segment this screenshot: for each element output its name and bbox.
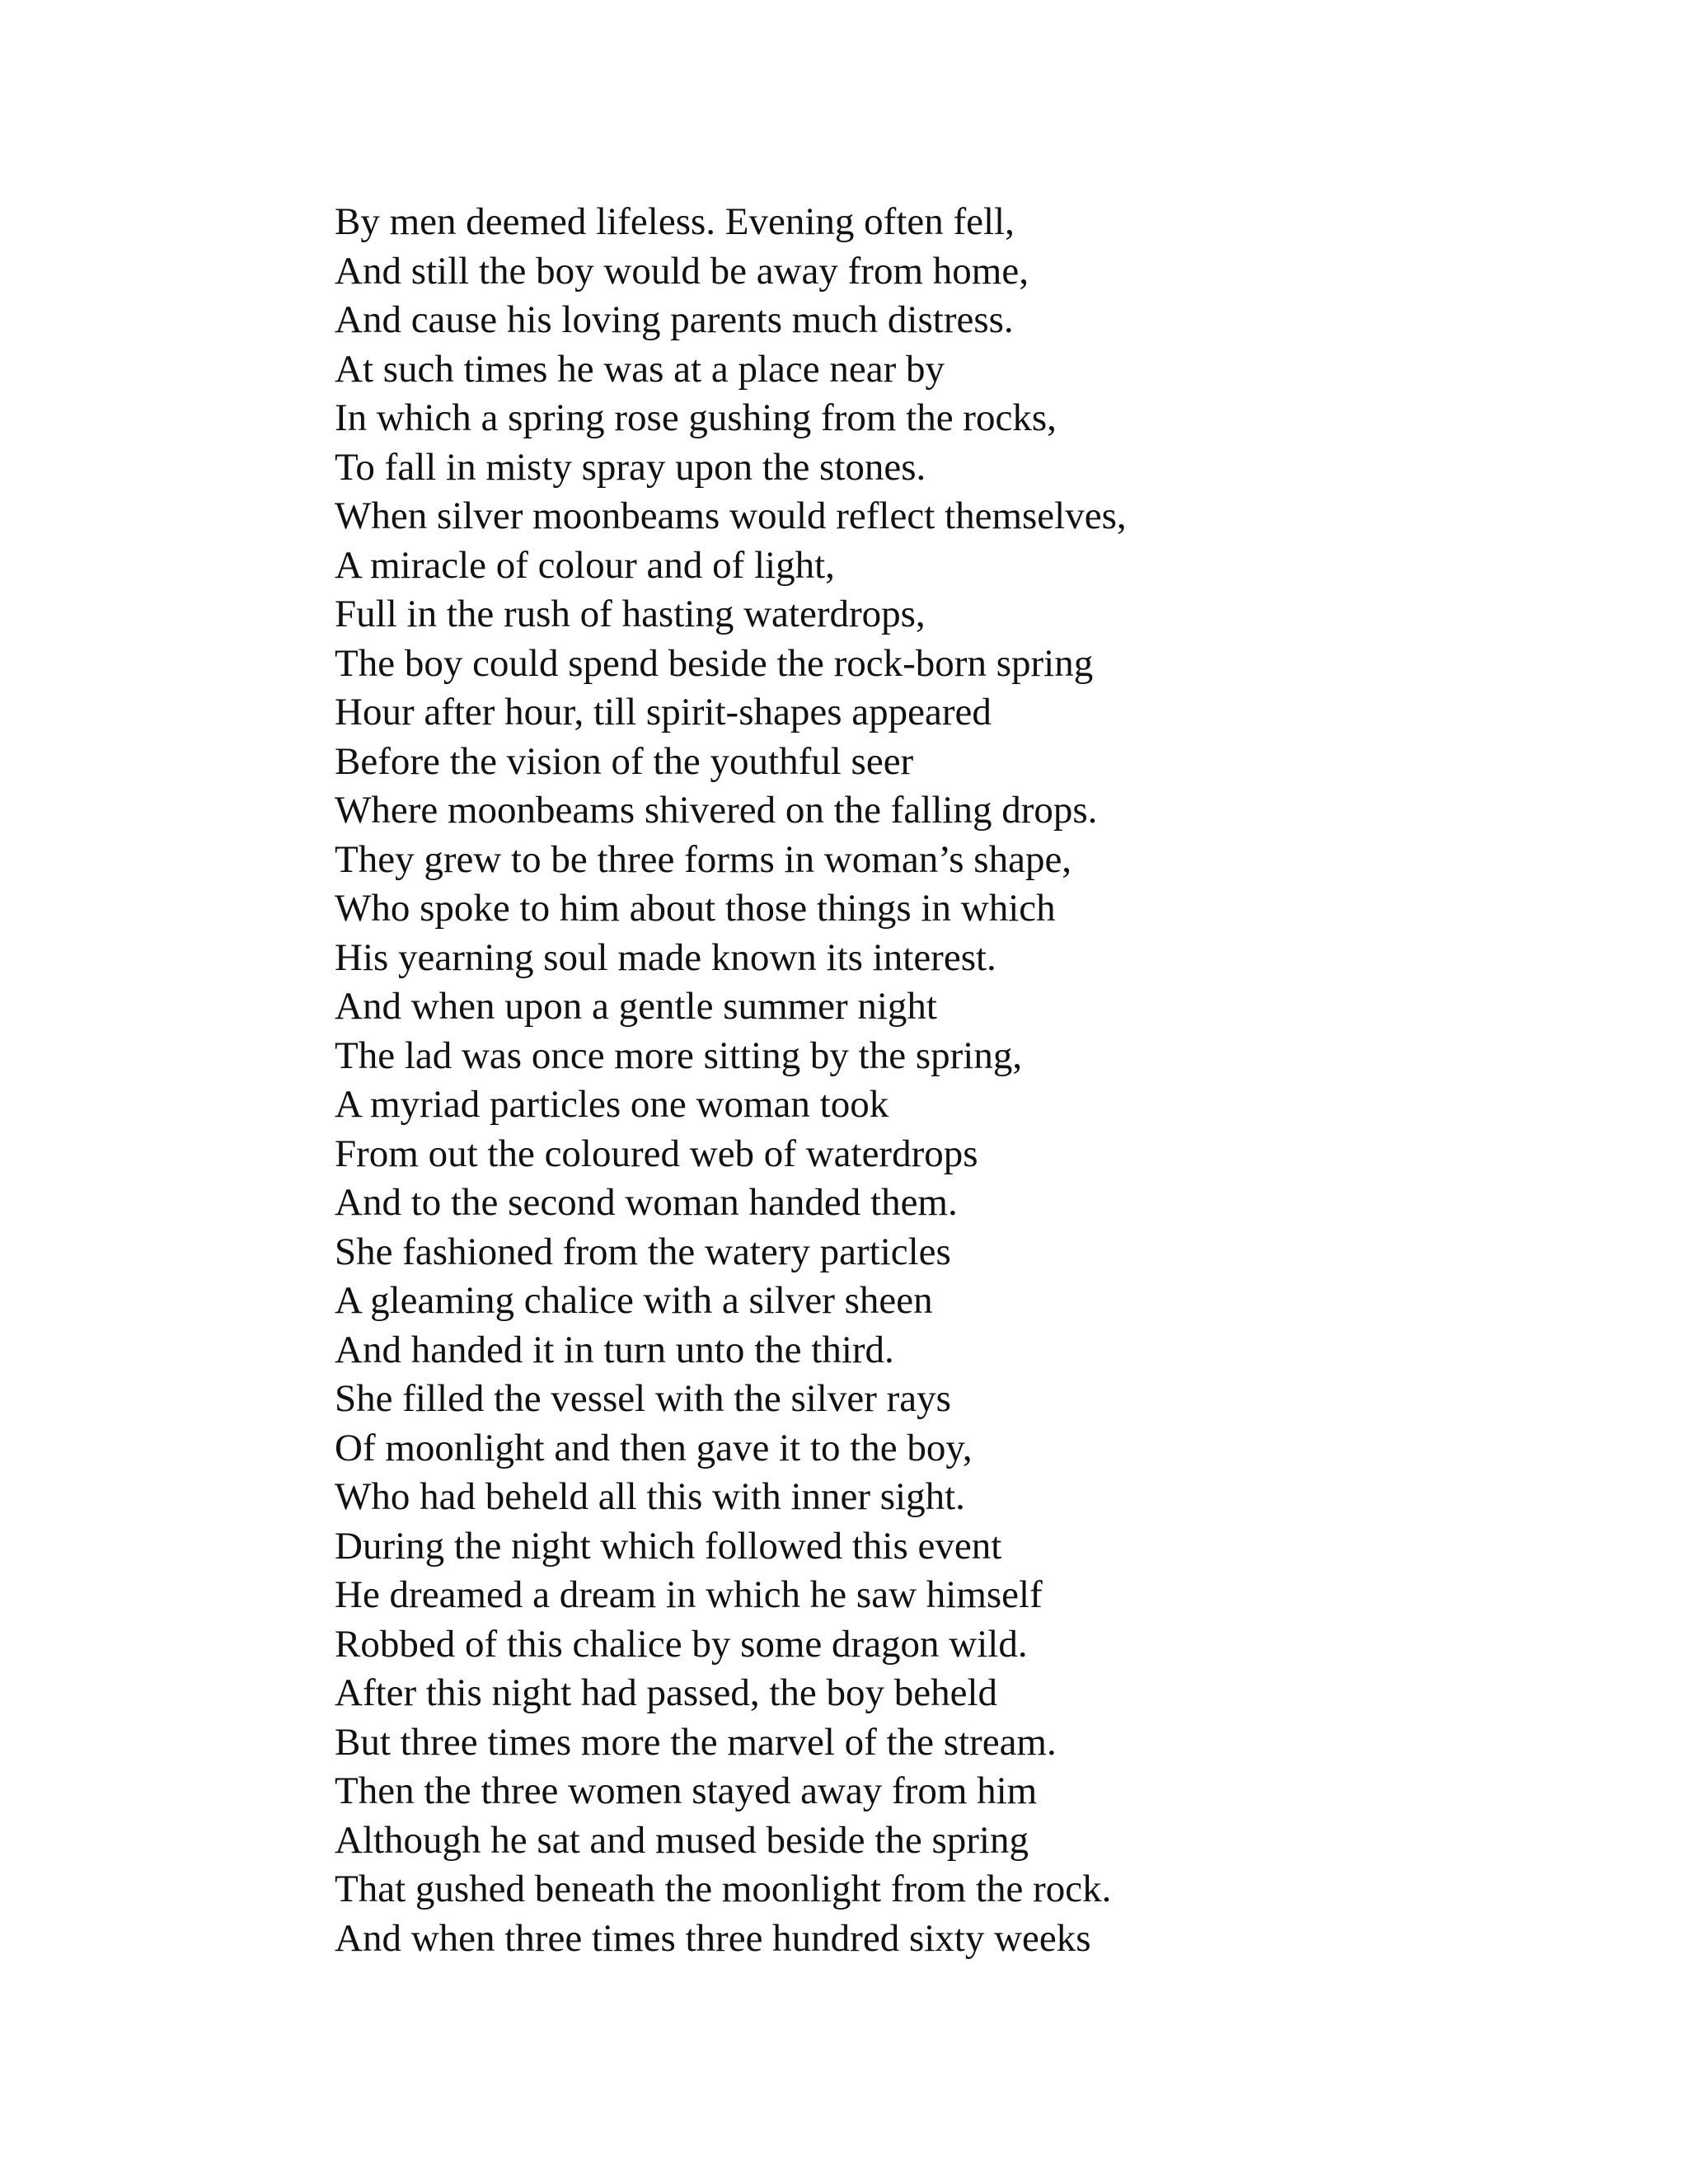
poem-line: Before the vision of the youthful seer: [335, 739, 914, 783]
poem-line: The boy could spend beside the rock-born spring: [335, 641, 1094, 685]
poem-line: She fashioned from the watery particles: [335, 1230, 951, 1273]
poem-line: To fall in misty spray upon the stones.: [335, 445, 926, 489]
poem-line: By men deemed lifeless. Evening often fell,: [335, 200, 1015, 243]
poem-line: Hour after hour, till spirit-shapes appeared: [335, 691, 992, 733]
poem-line: His yearning soul made known its interest.: [335, 935, 996, 979]
poem-line: And to the second woman handed them.: [335, 1181, 958, 1224]
poem-line: She filled the vessel with the silver rays: [335, 1377, 951, 1420]
poem-line: Robbed of this chalice by some dragon wild.: [335, 1622, 1028, 1666]
poem-line: During the night which followed this event: [335, 1524, 1002, 1568]
poem-line: At such times he was at a place near by: [335, 347, 945, 391]
poem-line: After this night had passed, the boy beheld: [335, 1671, 998, 1714]
poem-line: And still the boy would be away from home,: [335, 249, 1029, 293]
poem-line: That gushed beneath the moonlight from the rock.: [335, 1868, 1112, 1910]
poem-line: And when three times three hundred sixty weeks: [335, 1916, 1091, 1960]
poem-line: Who spoke to him about those things in which: [335, 887, 1056, 930]
poem-line: A myriad particles one woman took: [335, 1083, 889, 1126]
poem-line: And cause his loving parents much distress.: [335, 298, 1014, 341]
poem-line: They grew to be three forms in woman’s shape,: [335, 837, 1072, 881]
poem-line: From out the coloured web of waterdrops: [335, 1132, 978, 1175]
poem-line: Who had beheld all this with inner sight.: [335, 1475, 965, 1518]
poem-text-block: [335, 198, 1620, 1963]
poem-line: Full in the rush of hasting waterdrops,: [335, 593, 926, 635]
poem-line: Of moonlight and then gave it to the boy,: [335, 1426, 973, 1469]
poem-line: Then the three women stayed away from him: [335, 1769, 1038, 1812]
poem-line: Where moonbeams shivered on the falling drops.: [335, 789, 1098, 832]
poem-line: A gleaming chalice with a silver sheen: [335, 1279, 933, 1322]
poem-line: A miracle of colour and of light,: [335, 543, 835, 587]
poem-line: Although he sat and mused beside the spring: [335, 1818, 1029, 1862]
poem-line: In which a spring rose gushing from the rocks,: [335, 396, 1057, 439]
poem-line: But three times more the marvel of the stream.: [335, 1720, 1057, 1764]
poem-line: When silver moonbeams would reflect themselves,: [335, 494, 1127, 537]
poem-line: He dreamed a dream in which he saw himself: [335, 1573, 1043, 1616]
poem-line: And handed it in turn unto the third.: [335, 1328, 894, 1371]
poem-line: And when upon a gentle summer night: [335, 985, 937, 1028]
poem-line: The lad was once more sitting by the spring,: [335, 1033, 1023, 1077]
